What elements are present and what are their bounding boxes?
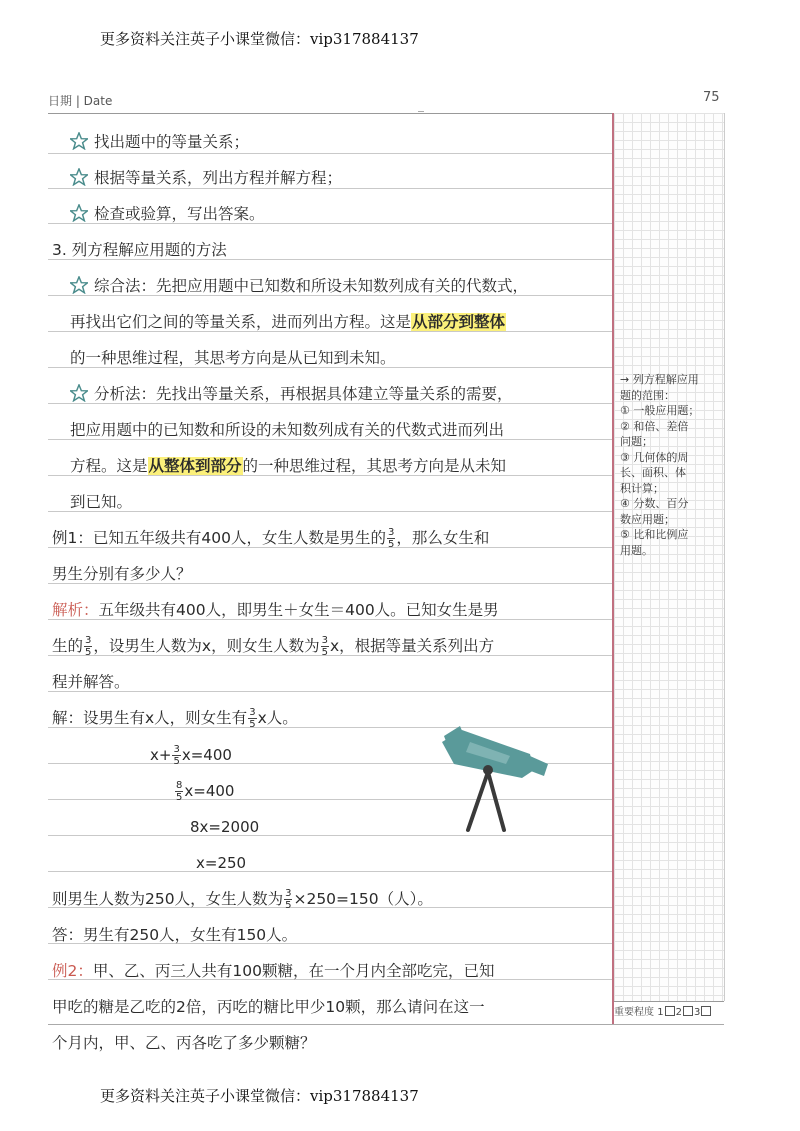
paragraph-text: 则男生人数为250人，女生人数为 <box>52 890 284 908</box>
importance-level-1: 1 <box>657 1007 664 1018</box>
highlight-text: 从整体到部分 <box>148 457 242 475</box>
paragraph-text: 再找出它们之间的等量关系，进而列出方程。这是 <box>70 313 412 331</box>
highlight-text: 从部分到整体 <box>412 313 506 331</box>
equation-3: 8x=2000 <box>190 818 260 836</box>
paragraph-text: ，那么女生和 <box>396 529 490 547</box>
paragraph-line: 男生分别有多少人？ <box>52 565 192 583</box>
step-text: 找出题中的等量关系； <box>94 133 250 151</box>
fraction-denominator: 5 <box>321 647 328 658</box>
analysis-label: 解析： <box>52 601 99 619</box>
watermark-bottom: 更多资料关注英子小课堂微信：vip317884137 <box>100 1087 419 1105</box>
step-item <box>70 166 342 190</box>
example2-question <box>52 959 494 983</box>
rule-line <box>48 871 612 872</box>
fraction-numerator: 3 <box>321 635 328 646</box>
checkbox-icon <box>665 1006 675 1016</box>
fraction-numerator: 3 <box>249 707 256 718</box>
star-icon <box>70 204 88 222</box>
fraction <box>248 707 256 730</box>
equation-4: x=250 <box>196 854 247 872</box>
paragraph-text: 综合法：先把应用题中已知数和所设未知数列成有关的代数式， <box>94 277 529 295</box>
checkbox-icon <box>683 1006 693 1016</box>
step-item <box>70 202 265 226</box>
fraction-numerator: 3 <box>285 888 292 899</box>
importance-level-2: 2 <box>675 1007 682 1018</box>
paragraph-text: 解：设男生有x人，则女生有 <box>52 709 248 727</box>
date-label: 日期 | Date <box>48 94 113 108</box>
answer-line: 答：男生有250人，女生有150人。 <box>52 926 298 944</box>
paragraph-text: 例1：已知五年级共有400人，女生人数是男生的 <box>52 529 386 547</box>
importance-level-3: 3 <box>693 1007 701 1018</box>
fraction-denominator: 5 <box>176 792 183 803</box>
paragraph-line: 程并解答。 <box>52 673 130 691</box>
paragraph-text: 方程。这是 <box>70 457 148 475</box>
example2-label: 例2： <box>52 962 93 980</box>
result-line <box>52 887 433 911</box>
star-icon <box>70 132 88 150</box>
paragraph-text: ×250=150（人）。 <box>293 890 433 908</box>
top-dash <box>418 111 424 112</box>
telescope-icon <box>430 712 560 842</box>
paragraph-text: 五年级共有400人，即男生＋女生＝400人。已知女生是男 <box>98 601 499 619</box>
fraction <box>172 744 180 767</box>
fraction <box>321 635 329 658</box>
section-title: 3. 列方程解应用题的方法 <box>52 241 227 259</box>
fraction-denominator: 5 <box>285 900 292 911</box>
fraction-denominator: 5 <box>249 719 256 730</box>
method-synthesis <box>70 274 528 298</box>
fraction <box>175 780 183 803</box>
paragraph-line: 甲吃的糖是乙吃的2倍，丙吃的糖比甲少10颗，那么请问在这一 <box>52 998 485 1016</box>
paragraph-text: 分析法：先找出等量关系，再根据具体建立等量关系的需要， <box>94 385 513 403</box>
fraction <box>84 635 92 658</box>
equation-1 <box>150 743 232 767</box>
rule-line <box>48 511 612 512</box>
step-item <box>70 130 249 154</box>
fraction <box>284 888 292 911</box>
page-number: 75 <box>703 90 720 105</box>
fraction-denominator: 5 <box>173 756 180 767</box>
example1-analysis <box>52 598 499 622</box>
paragraph-line <box>70 310 506 334</box>
method-analysis <box>70 382 513 406</box>
fraction-numerator: 3 <box>387 527 395 538</box>
equation-text: x=400 <box>184 782 235 800</box>
equation-text: x=400 <box>181 746 232 764</box>
checkbox-icon <box>701 1006 711 1016</box>
paragraph-line <box>70 454 506 478</box>
fraction-numerator: 3 <box>85 635 92 646</box>
paragraph-text: 生的 <box>52 637 84 655</box>
star-icon <box>70 168 88 186</box>
paragraph-text: 的一种思维过程，其思考方向是从未知 <box>242 457 507 475</box>
rule-line <box>48 691 612 692</box>
solution-line <box>52 706 298 730</box>
fraction-denominator: 5 <box>387 539 395 550</box>
paragraph-line: 的一种思维过程，其思考方向是从已知到未知。 <box>70 349 396 367</box>
step-text: 根据等量关系，列出方程并解方程； <box>94 169 343 187</box>
equation-2 <box>174 779 234 803</box>
fraction-numerator: 8 <box>176 780 183 791</box>
paragraph-line: 到已知。 <box>70 493 133 511</box>
paragraph-text: ，设男生人数为x，则女生人数为 <box>93 637 320 655</box>
paragraph-line <box>52 634 494 658</box>
paragraph-line: 把应用题中的已知数和所设的未知数列成有关的代数式进而列出 <box>70 421 505 439</box>
step-text: 检查或验算，写出答案。 <box>94 205 265 223</box>
sidebar-note: → 列方程解应用 题的范围： ① 一般应用题； ② 和倍、差倍 问题； ③ 几何体的周 长、面积、体 积计算； ④ 分数、百分 数应用题； ⑤ 比和比例应 用题。 <box>620 373 700 557</box>
example1-question <box>52 526 489 550</box>
paragraph-text: x，根据等量关系列出方 <box>329 637 495 655</box>
watermark-top: 更多资料关注英子小课堂微信：vip317884137 <box>100 30 419 48</box>
paragraph-line: 个月内，甲、乙、丙各吃了多少颗糖？ <box>52 1034 316 1052</box>
fraction <box>387 527 395 550</box>
equation-text: x+ <box>150 746 172 764</box>
fraction-denominator: 5 <box>85 647 92 658</box>
star-icon <box>70 276 88 294</box>
importance-bar <box>614 1001 724 1024</box>
importance-label: 重要程度 <box>614 1007 654 1018</box>
star-icon <box>70 384 88 402</box>
paragraph-text: x人。 <box>257 709 298 727</box>
paragraph-text: 甲、乙、丙三人共有100颗糖，在一个月内全部吃完，已知 <box>92 962 495 980</box>
fraction-numerator: 3 <box>173 744 180 755</box>
